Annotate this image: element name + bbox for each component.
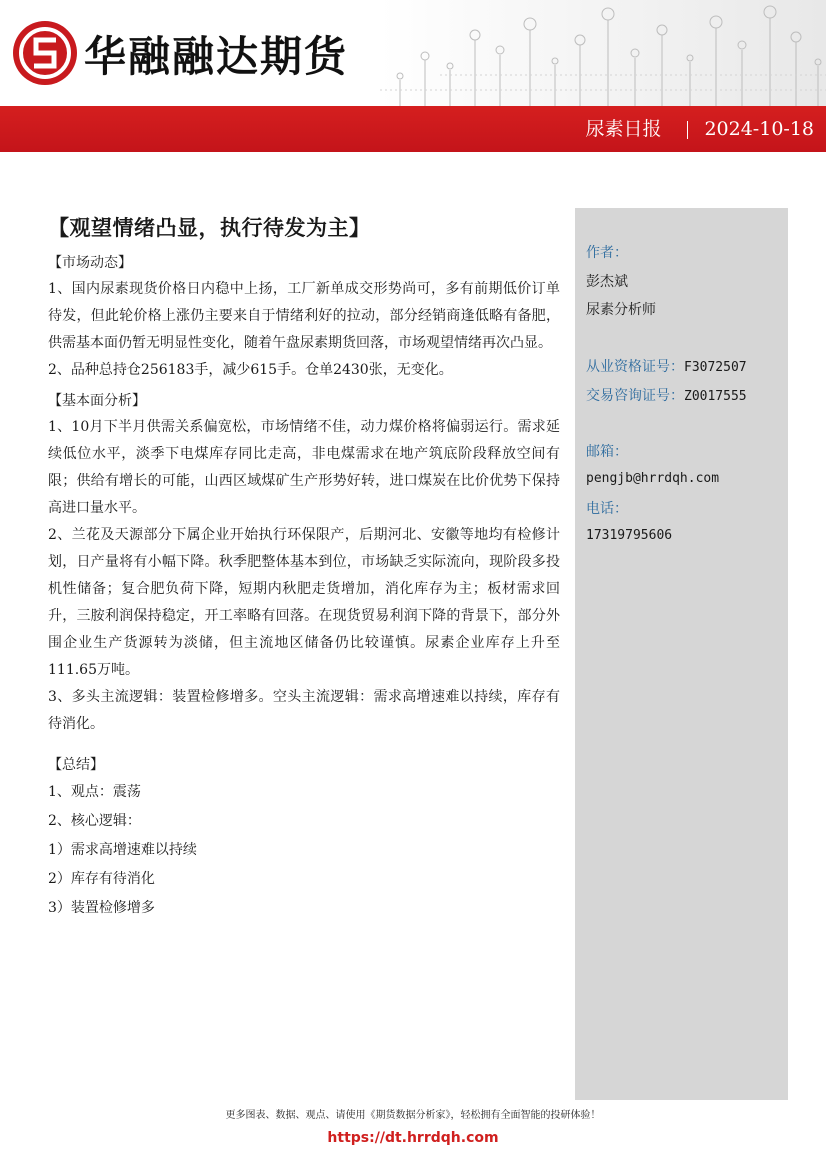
- summary-item-3: 1）需求高增速难以持续: [48, 842, 197, 858]
- decorative-network-graphic: [380, 0, 826, 106]
- author-name: 彭杰斌: [586, 274, 628, 290]
- summary-item-4: 2）库存有待消化: [48, 871, 155, 887]
- consult-label: 交易咨询证号：: [586, 388, 684, 404]
- footer-promo-text: 更多图表、数据、观点、请使用《期货数据分析家》，轻松拥有全面智能的投研体验！: [225, 1110, 601, 1121]
- section-heading-market: 【市场动态】: [48, 255, 132, 271]
- market-paragraph-1: 1、国内尿素现货价格日内稳中上扬，工厂新单成交形势尚可，多有前期低价订单待发，但此轮价格上涨仍主要来自于情绪利好的拉动，部分经销商逢低略有备肥，供需基本面仍暂无明显性变化，随着午盘尿素期货回落，市场观望情绪再次凸显。: [48, 281, 560, 351]
- report-header: [0, 0, 826, 152]
- author-label: 作者：: [586, 245, 628, 261]
- qualification-label: 从业资格证号：: [586, 359, 684, 375]
- author-title: 尿素分析师: [586, 302, 656, 318]
- report-type: 尿素日报: [585, 118, 662, 140]
- band-divider: [687, 121, 688, 139]
- consult-number: Z0017555: [684, 389, 747, 404]
- section-heading-fundamental: 【基本面分析】: [48, 393, 146, 409]
- phone-number: 17319795606: [586, 528, 673, 543]
- report-band: [0, 106, 826, 152]
- fundamental-paragraph-3: 3、多头主流逻辑：装置检修增多。空头主流逻辑：需求高增速难以持续，库存有待消化。: [48, 689, 560, 732]
- fundamental-paragraph-1: 1、10月下半月供需关系偏宽松，市场情绪不佳，动力煤价格将偏弱运行。需求延续低位水平，淡季下电煤库存同比走高，非电煤需求在地产筑底阶段释放空间有限；供给有增长的可能，山西区域煤矿生产形势好转，进口煤炭在比价优势下保持高进口量水平。: [48, 419, 560, 516]
- summary-item-1: 1、观点：震荡: [48, 784, 141, 800]
- section-heading-summary: 【总结】: [48, 757, 104, 773]
- report-title: 【观望情绪凸显，执行待发为主】: [48, 215, 371, 240]
- report-meta: [585, 106, 814, 152]
- qualification-number: F3072507: [684, 360, 747, 375]
- consult-line: [586, 385, 747, 405]
- report-date: 2024-10-18: [704, 118, 814, 140]
- fundamental-paragraph-2: 2、兰花及天源部分下属企业开始执行环保限产，后期河北、安徽等地均有检修计划，日产量将有小幅下降。秋季肥整体基本到位，市场缺乏实际流向，现阶段多投机性储备；复合肥负荷下降，短期内秋肥走货增加，消化库存为主；板材需求回升，三胺利润保持稳定，开工率略有回落。在现货贸易利润下降的背景下，部分外围企业生产货源转为淡储，但主流地区储备仍比较谨慎。尿素企业库存上升至111.65万吨。: [48, 527, 560, 678]
- summary-item-5: 3）装置检修增多: [48, 900, 155, 916]
- brand-name: 华融融达期货: [84, 32, 349, 81]
- email-label: 邮箱：: [586, 444, 628, 460]
- market-paragraph-2: 2、品种总持仓256183手，减少615手。仓单2430张，无变化。: [48, 362, 453, 378]
- company-logo: [10, 18, 80, 88]
- phone-label: 电话：: [586, 501, 628, 517]
- footer-website-link[interactable]: https://dt.hrrdqh.com: [327, 1130, 499, 1146]
- email-address[interactable]: pengjb@hrrdqh.com: [586, 471, 720, 486]
- report-body: [48, 212, 560, 923]
- summary-item-2: 2、核心逻辑：: [48, 813, 141, 829]
- qualification-line: [586, 356, 747, 376]
- author-sidebar: [575, 208, 788, 1100]
